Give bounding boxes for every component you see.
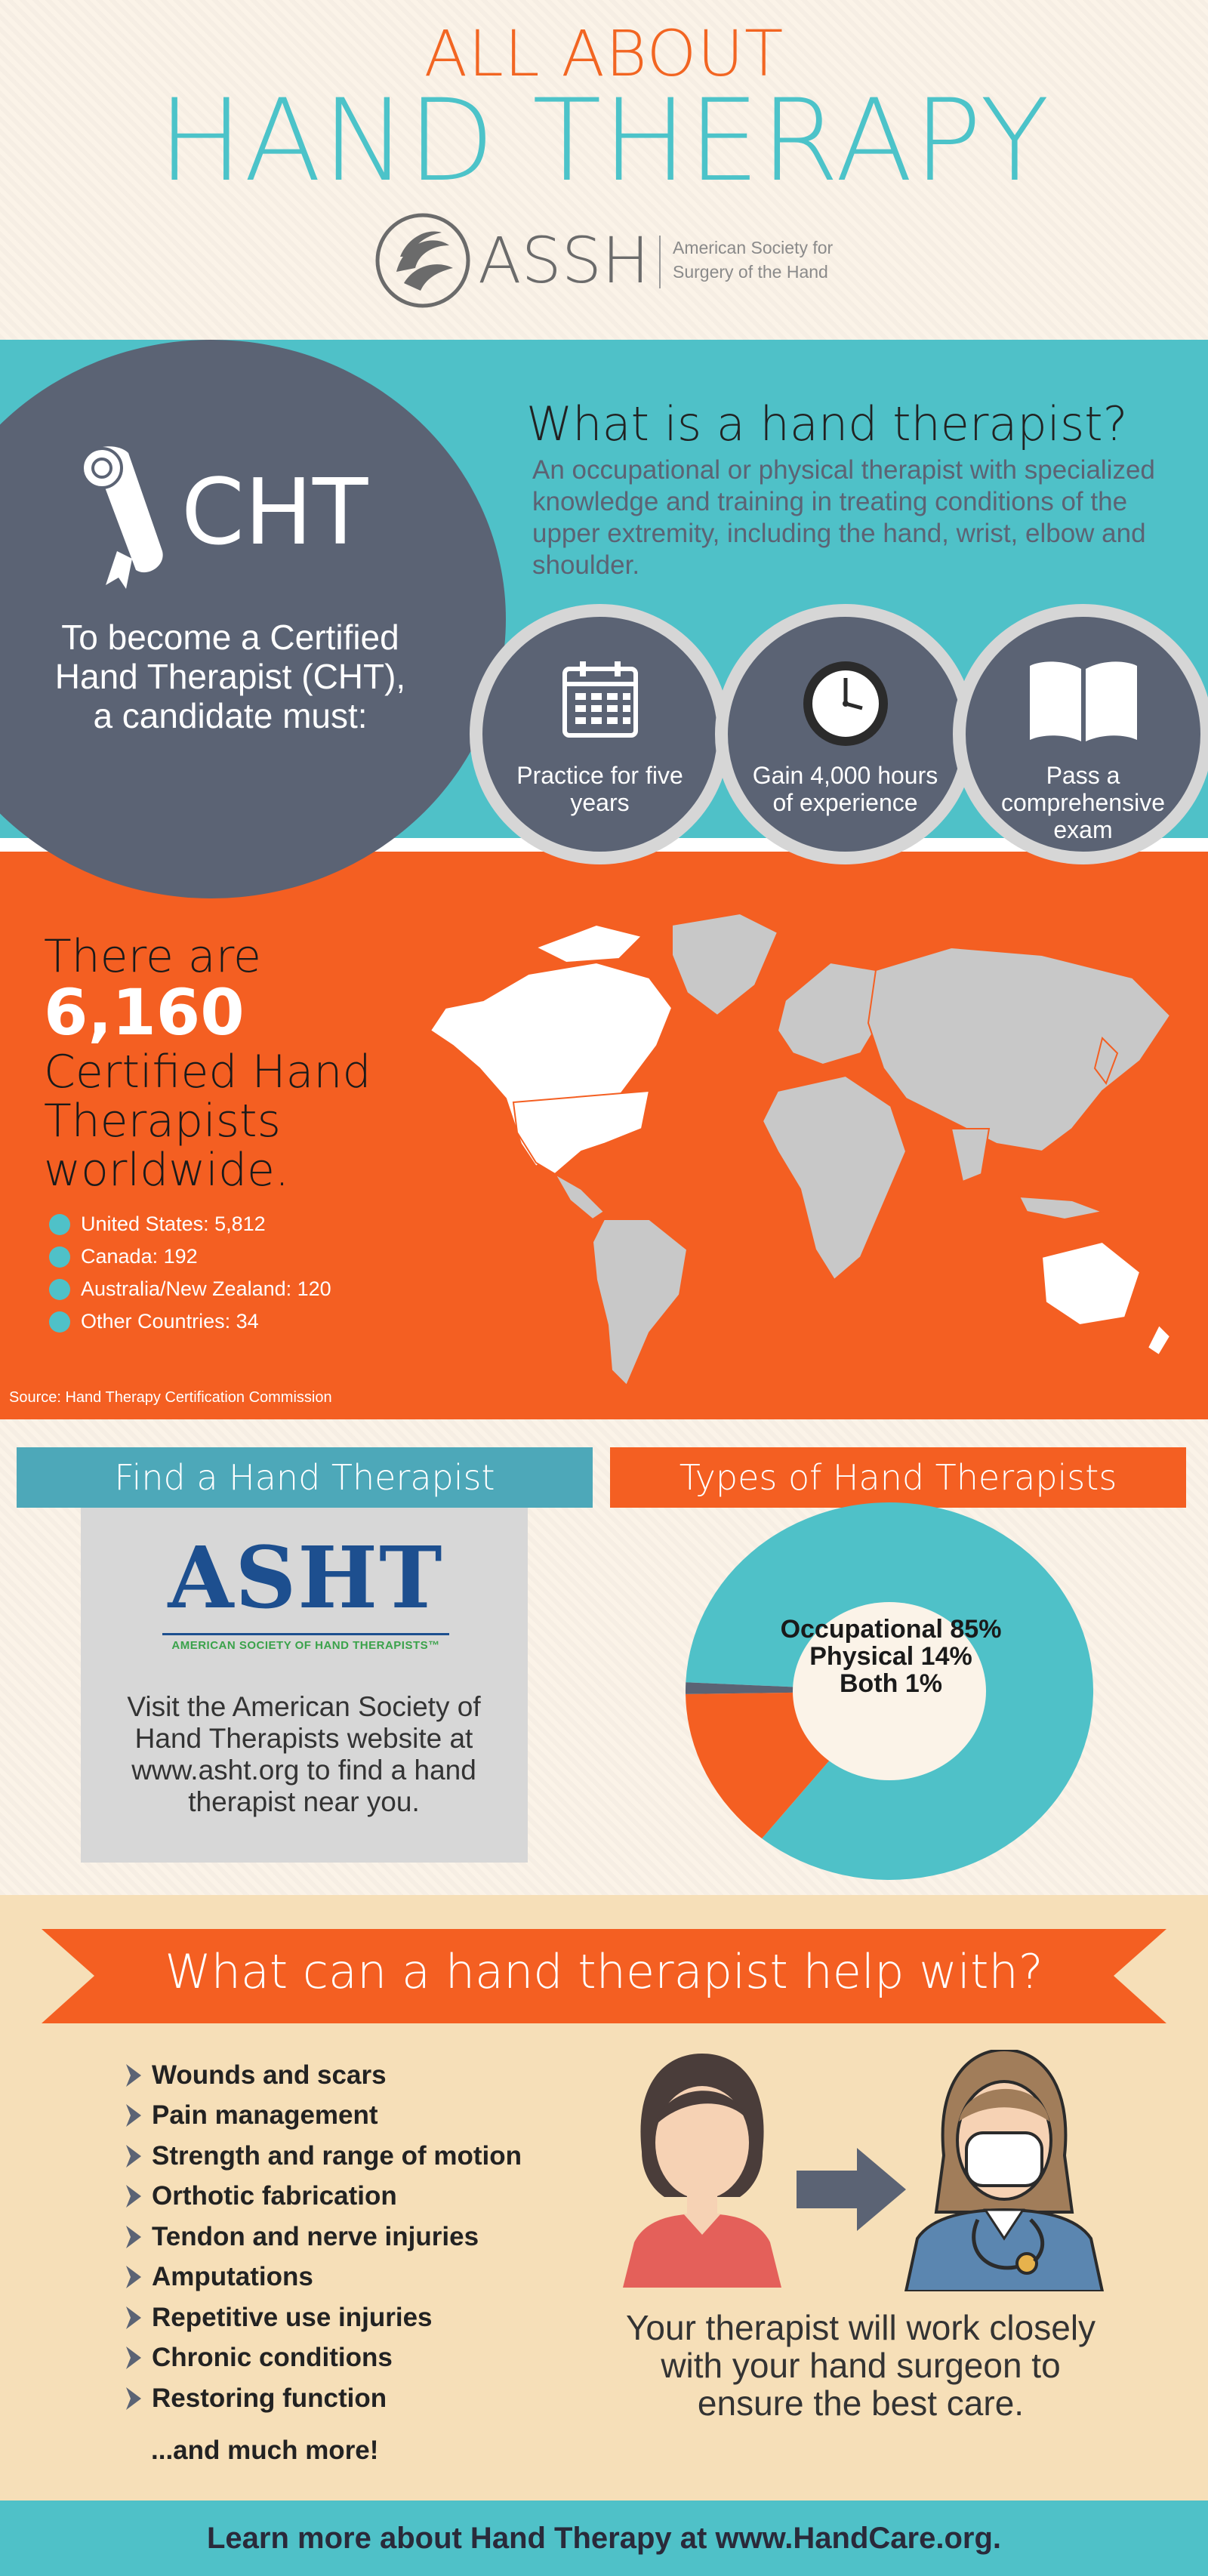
indonesia-shape [1019, 1197, 1102, 1219]
assh-hand-icon [374, 211, 472, 310]
step-label: Gain 4,000 hours of experience [752, 762, 938, 816]
step-label: Pass a comprehensive exam [1001, 762, 1165, 843]
title-top: ALL ABOUT [424, 17, 784, 91]
logo-divider [659, 236, 661, 288]
chevron-right-icon [125, 2064, 143, 2087]
patient-icon [619, 2054, 785, 2288]
help-item-label: Repetitive use injuries [152, 2302, 433, 2332]
legend-item [49, 1305, 427, 1338]
legend-item [49, 1273, 427, 1305]
assh-full-name [673, 236, 869, 284]
step-practice [470, 604, 730, 864]
help-item-label: Restoring function [152, 2383, 387, 2413]
step-label: Practice for five years [516, 762, 683, 816]
asia-shape [868, 948, 1170, 1151]
legend-item [49, 1208, 427, 1240]
help-item [125, 2338, 608, 2379]
country-legend [49, 1208, 427, 1338]
donut-label-physical: Physical 14% [809, 1642, 972, 1671]
chevron-right-icon [125, 2185, 143, 2208]
australia-shape [1042, 1242, 1140, 1325]
africa-shape [763, 1076, 906, 1280]
help-item [125, 2217, 608, 2257]
stat-line-3: Therapists [44, 1095, 281, 1148]
help-item [125, 2177, 608, 2217]
south-asia-shape [951, 1129, 989, 1182]
step-exam [953, 604, 1208, 864]
what-title: What is a hand therapist? [526, 396, 1128, 451]
org-name-line1: American Society for [673, 238, 834, 257]
what-description: An occupational or physical therapist with specialized knowledge and training in treating conditions of the upper extremity, including the hand, wrist, elbow and shoulder. [532, 455, 1155, 580]
help-item-label: Pain management [152, 2100, 378, 2131]
donut-label-both: Both 1% [840, 1669, 942, 1698]
legend-dot [49, 1279, 70, 1300]
help-item [125, 2257, 608, 2298]
help-item-label: Tendon and nerve injuries [152, 2221, 479, 2251]
donut-label-occupational: Occupational 85% [780, 1615, 1002, 1644]
asht-logo-subtitle: AMERICAN SOCIETY OF HAND THERAPISTS™ [171, 1639, 440, 1652]
help-list [125, 2055, 608, 2419]
help-item-label: Orthotic fabrication [152, 2181, 397, 2211]
types-banner: Types of Hand Therapists [610, 1447, 1186, 1508]
help-item [125, 2096, 608, 2137]
world-map [423, 902, 1178, 1393]
help-title: What can a hand therapist help with? [165, 1944, 1043, 1999]
footer-link[interactable]: Learn more about Hand Therapy at www.HandCare.org. [0, 2501, 1208, 2576]
doctor-icon [902, 2050, 1106, 2291]
source-note: Source: Hand Therapy Certification Commission [9, 1389, 332, 1406]
calendar-icon [559, 658, 642, 741]
stat-line-2: Certified Hand [44, 1046, 371, 1098]
help-item [125, 2378, 608, 2419]
legend-dot [49, 1214, 70, 1235]
stat-intro: There are [44, 930, 261, 983]
chevron-right-icon [125, 2306, 143, 2329]
central-america-shape [555, 1174, 604, 1219]
chevron-right-icon [125, 2226, 143, 2248]
legend-dot [49, 1246, 70, 1268]
new-zealand-shape [1148, 1325, 1170, 1355]
stat-number: 6,160 [44, 975, 245, 1049]
legend-label: United States: 5,812 [81, 1213, 266, 1235]
chevron-right-icon [125, 2387, 143, 2410]
greenland-shape [672, 914, 778, 1015]
help-item [125, 2136, 608, 2177]
cht-intro: To become a Certified Hand Therapist (CHT), a candidate must: [54, 618, 406, 735]
donut-labels [747, 1616, 1034, 1697]
org-name-line2: Surgery of the Hand [673, 262, 828, 282]
south-america-shape [593, 1219, 687, 1385]
help-more: ...and much more! [151, 2436, 379, 2465]
chevron-right-icon [125, 2145, 143, 2168]
help-item [125, 2297, 608, 2338]
chevron-right-icon [125, 2266, 143, 2288]
chevron-right-icon [125, 2104, 143, 2127]
asht-logo [162, 1529, 449, 1669]
assh-logo [374, 211, 857, 313]
find-banner: Find a Hand Therapist [17, 1447, 593, 1508]
asht-description: Visit the American Society of Hand Therapists website at www.asht.org to find a hand therapist near you. [127, 1691, 481, 1817]
cht-label: CHT [181, 461, 368, 565]
chevron-right-icon [125, 2346, 143, 2369]
help-item-label: Chronic conditions [152, 2343, 393, 2373]
stat-line-4: worldwide. [44, 1144, 290, 1197]
arctic-islands-shape [536, 925, 642, 963]
legend-label: Australia/New Zealand: 120 [81, 1277, 331, 1300]
clock-icon [800, 658, 891, 749]
help-item-label: Wounds and scars [152, 2060, 387, 2090]
assh-abbr: ASSH [478, 223, 650, 297]
care-text: Your therapist will work closely with your hand surgeon to ensure the best care. [625, 2308, 1096, 2423]
arrow-right-icon [797, 2148, 906, 2231]
help-item [125, 2055, 608, 2096]
page-title: HAND THERAPY [158, 75, 1050, 207]
book-icon [1027, 658, 1140, 745]
legend-label: Canada: 192 [81, 1245, 198, 1268]
logo-underline [162, 1633, 449, 1635]
help-item-label: Strength and range of motion [152, 2140, 522, 2171]
legend-label: Other Countries: 34 [81, 1310, 259, 1333]
diploma-icon [72, 438, 185, 589]
europe-shape [778, 963, 883, 1065]
help-item-label: Amputations [152, 2262, 313, 2292]
asht-logo-word: ASHT [168, 1529, 444, 1628]
legend-item [49, 1240, 427, 1273]
legend-dot [49, 1311, 70, 1333]
step-hours [715, 604, 975, 864]
